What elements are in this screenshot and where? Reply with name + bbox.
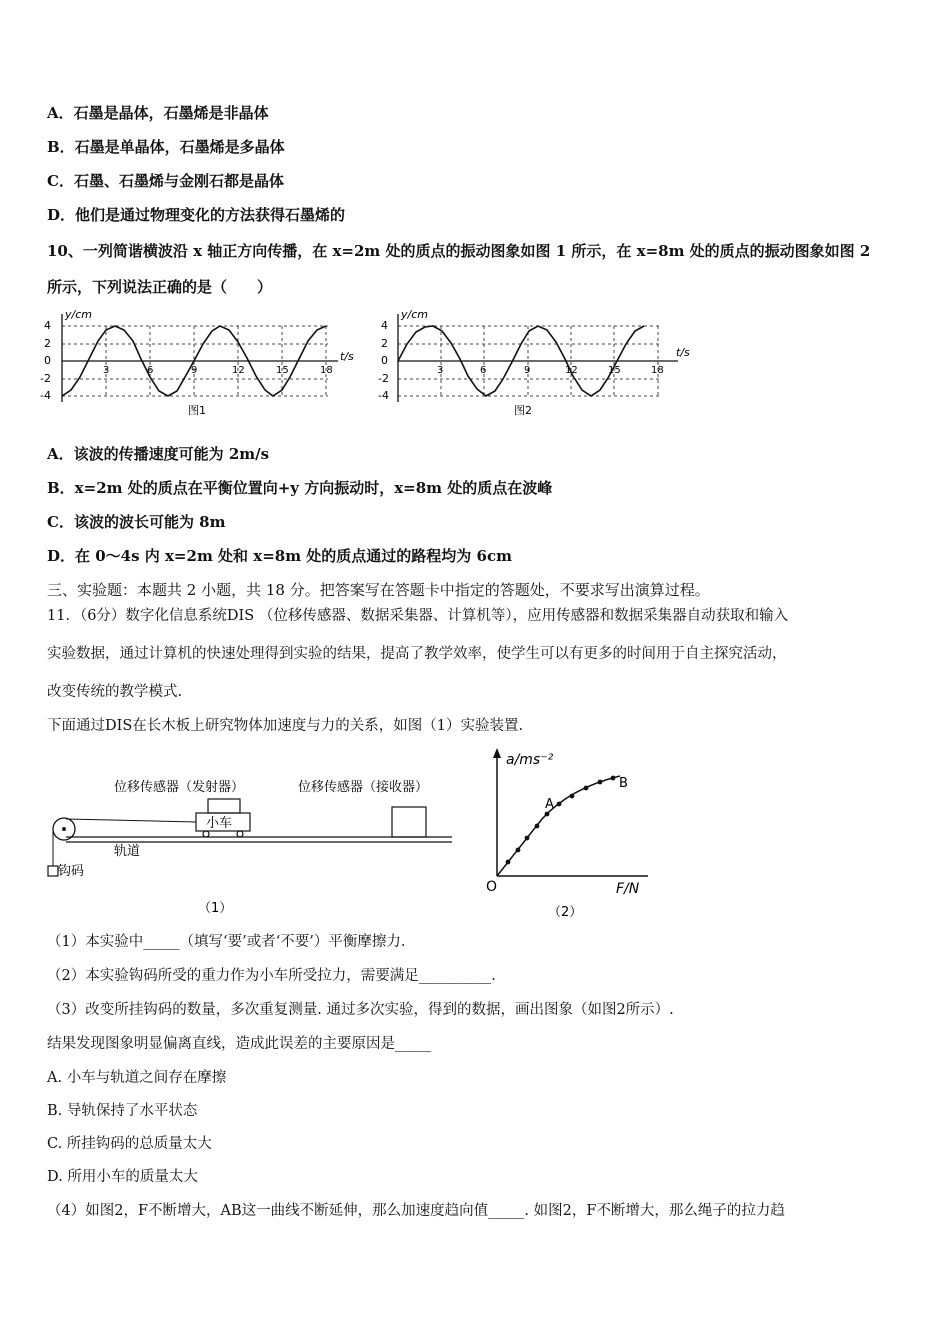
q11-sub4: （4）如图2，F不断增大，AB这一曲线不断延伸，那么加速度趋向值_____. 如图2，F不断增大，那么绳子的拉力趋 (47, 1203, 785, 1219)
q11-line4: 下面通过DIS在长木板上研究物体加速度与力的关系，如图（1）实验装置. (47, 718, 524, 734)
q11-apparatus-figure (44, 770, 464, 918)
pulley-axle (62, 827, 66, 831)
fig2-caption: （2） (548, 905, 583, 920)
fig2-ytick-1: 2 (381, 337, 388, 350)
fig2-caption: 图2 (514, 404, 532, 417)
fig2-ytick-4: -4 (378, 389, 389, 402)
q10-option-c: C．该波的波长可能为 8m (47, 513, 226, 531)
fig1-xtick-2: 9 (191, 365, 198, 376)
q11-sub3: （3）改变所挂钩码的数量，多次重复测量. 通过多次实验，得到的数据，画出图象（如图2所示）. (47, 1002, 674, 1018)
fig1-xtick-0: 3 (103, 365, 110, 376)
graph-origin: O (486, 879, 498, 895)
track-label: 轨道 (114, 844, 141, 859)
graph-curve (497, 776, 620, 876)
fig2-ylabel: y/cm (401, 308, 428, 321)
q11-line2: 实验数据，通过计算机的快速处理得到实验的结果，提高了教学效率，使学生可以有更多的时间用于自主探究活动， (47, 646, 787, 662)
fig1-xtick-4: 15 (276, 365, 289, 376)
graph-xlabel: F/N (616, 881, 640, 897)
q9-option-c: C．石墨、石墨烯与金刚石都是晶体 (47, 172, 284, 190)
fig2-ytick-3: -2 (378, 372, 389, 385)
fig1-xtick-5: 18 (320, 365, 333, 376)
q10-option-a: A．该波的传播速度可能为 2m/s (47, 445, 270, 463)
fig2-xtick-1: 6 (480, 365, 487, 376)
section-3-heading: 三、实验题：本题共 2 小题，共 18 分。把答案写在答题卡中指定的答题处，不要求写出演算过程。 (47, 581, 710, 599)
weight-label: 钩码 (58, 864, 85, 879)
fig1-xlabel: t/s (340, 350, 354, 363)
q11-option-d: D. 所用小车的质量太大 (47, 1169, 198, 1185)
cart-label: 小车 (206, 816, 233, 831)
q10-stem-line2: 所示，下列说法正确的是（ ） (47, 278, 273, 296)
q9-option-a: A．石墨是晶体，石墨烯是非晶体 (47, 104, 269, 122)
receiver-box (392, 807, 426, 837)
fig1-xtick-3: 12 (232, 365, 245, 376)
sensor-receiver-label: 位移传感器（接收器） (298, 780, 429, 795)
fig2-ytick-2: 0 (381, 354, 388, 367)
q11-sub2: （2）本实验钩码所受的重力作为小车所受拉力，需要满足__________. (47, 968, 496, 984)
q10-option-b: B．x=2m 处的质点在平衡位置向+y 方向振动时，x=8m 处的质点在波峰 (47, 479, 553, 497)
graph-ylabel: a/ms⁻² (506, 752, 554, 768)
q11-sub1: （1）本实验中_____（填写‘要’或者‘不要’）平衡摩擦力. (47, 934, 406, 950)
fig1-ytick-3: -2 (40, 372, 51, 385)
fig1-ytick-0: 4 (44, 319, 51, 332)
q10-stem-line1: 10、一列简谐横波沿 x 轴正方向传播，在 x=2m 处的质点的振动图象如图 1 所示，在 x=8m 处的质点的振动图象如图 2 (47, 242, 871, 260)
q11-line1: 11．（6分）数字化信息系统DIS （位移传感器、数据采集器、计算机等），应用传感器和数据采集器自动获取和输入 (47, 608, 789, 624)
q11-option-a: A. 小车与轨道之间存在摩擦 (47, 1070, 227, 1086)
fig2-xtick-2: 9 (524, 365, 531, 376)
fig2-xtick-3: 12 (565, 365, 578, 376)
fig1-caption: 图1 (188, 404, 206, 417)
q11-sub3b: 结果发现图象明显偏离直线，造成此误差的主要原因是_____ (47, 1036, 432, 1052)
fig1-ylabel: y/cm (65, 308, 92, 321)
graph-y-arrow (493, 748, 501, 758)
fig2-ytick-0: 4 (381, 319, 388, 332)
q10-figure-2 (378, 306, 698, 418)
fig1-ytick-1: 2 (44, 337, 51, 350)
graph-points (506, 776, 616, 865)
q10-figure-1 (40, 306, 354, 418)
cart-wheel-right (237, 831, 243, 837)
fig2-xtick-0: 3 (437, 365, 444, 376)
graph-point-a: A (545, 797, 554, 812)
fig2-xtick-5: 18 (651, 365, 664, 376)
q10-option-d: D．在 0～4s 内 x=2m 处和 x=8m 处的质点通过的路程均为 6cm (47, 547, 512, 565)
fig1-xtick-1: 6 (147, 365, 154, 376)
string (66, 819, 196, 822)
sensor-emitter-label: 位移传感器（发射器） (114, 780, 245, 795)
hook-weight (48, 866, 58, 876)
q9-option-d: D．他们是通过物理变化的方法获得石墨烯的 (47, 206, 346, 224)
graph-point-b: B (619, 776, 628, 791)
fig1-caption: （1） (198, 901, 233, 916)
fig2-xtick-4: 15 (608, 365, 621, 376)
q11-line3: 改变传统的教学模式. (47, 684, 183, 700)
cart-wheel-left (203, 831, 209, 837)
q11-graph-figure (480, 740, 670, 920)
emitter-box (208, 799, 240, 813)
q9-option-b: B．石墨是单晶体，石墨烯是多晶体 (47, 138, 285, 156)
fig2-xlabel: t/s (676, 346, 690, 359)
fig1-ytick-4: -4 (40, 389, 51, 402)
q11-option-b: B. 导轨保持了水平状态 (47, 1103, 198, 1119)
fig1-ytick-2: 0 (44, 354, 51, 367)
q11-option-c: C. 所挂钩码的总质量太大 (47, 1136, 212, 1152)
